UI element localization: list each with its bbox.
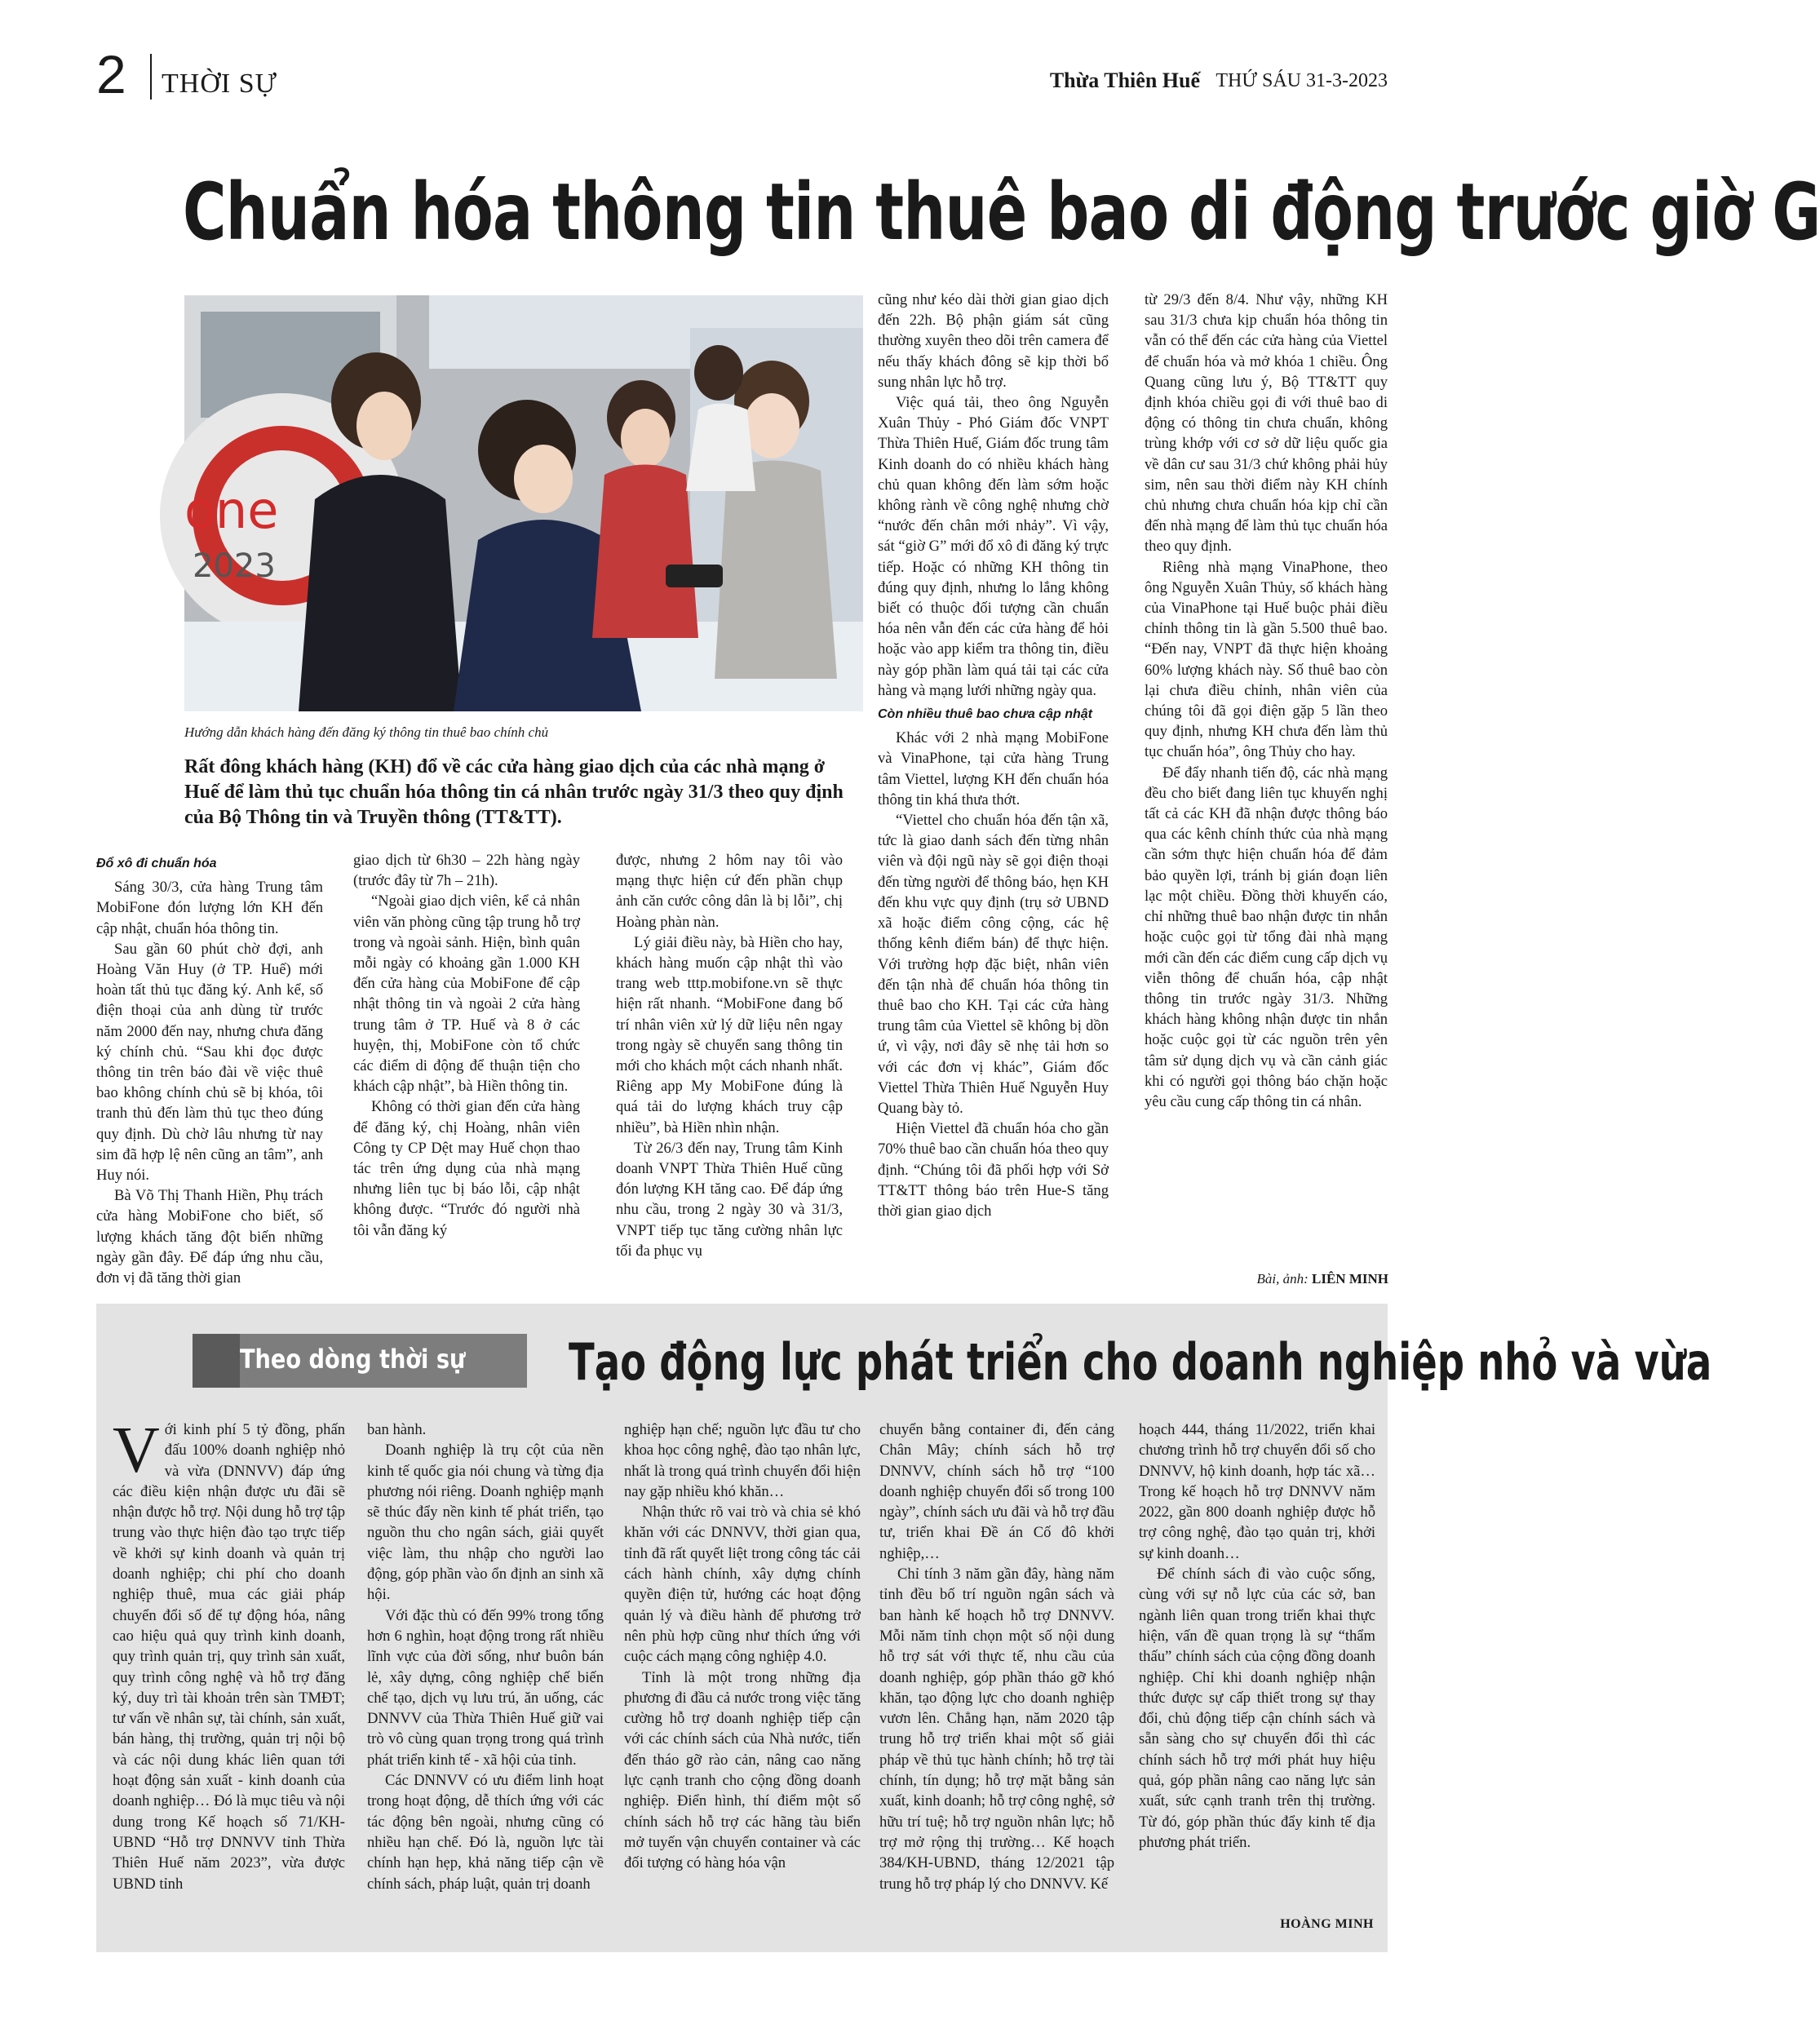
paragraph: Chỉ tính 3 năm gần đây, hàng năm tỉnh đều bố trí nguồn ngân sách và ban hành kế hoạch hỗ trợ DNNVV. Mỗi năm tỉnh chọn một số nội dung hỗ trợ sát với thực tế, nhu cầu của doanh nghiệp, góp phần tháo gỡ khó khăn, tạo động lực cho doanh nghiệp vươn lên. Chẳng hạn, năm 2020 tập trung hỗ trợ triển khai một số giải pháp về thủ tục hành chính; hỗ trợ tài chính, tín dụng; hỗ trợ mặt bằng sản xuất, kinh doanh; hỗ trợ công nghệ, sở hữu trí tuệ; hỗ trợ nguồn nhân lực; hỗ trợ mở rộng thị trường… Kế hoạch 384/KH-UBND, tháng 12/2021 tập trung hỗ trợ pháp lý cho DNNVV. Kế [879, 1566, 1114, 1893]
subhead: Đổ xô đi chuẩn hóa [96, 857, 217, 870]
paragraph: Sau gần 60 phút chờ đợi, anh Hoàng Văn Huy (ở TP. Huế) mới hoàn tất thủ tục đăng ký. Anh kể, số điện thoại của anh dùng từ trước năm 2000 đến nay, nhưng chưa đăng ký chính chủ. “Sau khi đọc được thông tin trên báo đài về việc thuê bao không chính chủ sẽ bị khóa, tôi tranh thủ đến làm thủ tục theo đúng quy định. Dù chờ lâu nhưng từ nay sim đã hợp lệ nên cũng an tâm”, anh Huy nói. [96, 940, 323, 1185]
paragraph: Sáng 30/3, cửa hàng Trung tâm MobiFone đón lượng lớn KH đến cập nhật, chuẩn hóa thông tin. [96, 879, 323, 937]
photo-sign-year: 2023 [193, 547, 276, 585]
article-column-5 [1145, 290, 1388, 1264]
subhead: Còn nhiều thuê bao chưa cập nhật [878, 707, 1092, 722]
opinion-column-2 [367, 1419, 604, 1917]
article-photo [184, 295, 863, 711]
paragraph: Riêng nhà mạng VinaPhone, theo ông Nguyễn Xuân Thủy, số khách hàng của VinaPhone tại Huế buộc phải điều chỉnh thông tin là gần 5.500 thuê bao. “Đến nay, VNPT đã thực hiện khoảng 60% lượng khách này. Số thuê bao còn lại chưa điều chỉnh, nhân viên của chúng tôi đã gọi điện gặp 5 lần theo quy định, nhưng KH chưa đến làm thủ tục chuẩn hóa”, ông Thủy cho hay. [1145, 558, 1388, 761]
opinion-column-4 [879, 1419, 1114, 1925]
section-name: THỜI SỰ [162, 69, 277, 99]
paragraph: Việc quá tải, theo ông Nguyễn Xuân Thủy - Phó Giám đốc VNPT Thừa Thiên Huế, Giám đốc trung tâm Kinh doanh do có nhiều khách hàng chủ quan không đến làm sớm hoặc không rành về công nghệ nhưng chờ “nước đến chân mới nhảy”. Vì vậy, sát “giờ G” mới đổ xô đi đăng ký trực tiếp. Hoặc có những KH thông tin đúng quy định, nhưng lo lắng không biết có thuộc đối tượng cần chuẩn hóa nên vẫn đến các cửa hàng để hỏi hoặc vào app kiểm tra thông tin, điều này góp phần làm quá tải tại các cửa hàng và mạng lưới những ngày qua. [878, 394, 1109, 699]
paragraph: nghiệp hạn chế; nguồn lực đầu tư cho khoa học công nghệ, đào tạo nhân lực, nhất là trong quá trình chuyển đổi hiện nay gặp nhiều khó khăn… [624, 1421, 861, 1500]
article-lead: Rất đông khách hàng (KH) đổ về các cửa hàng giao dịch của các nhà mạng ở Huế để làm thủ tục chuẩn hóa thông tin cá nhân trước ngày 31/3 theo quy định của Bộ Thông tin và Truyền thông (TT&TT). [184, 756, 844, 829]
paragraph: Bà Võ Thị Thanh Hiền, Phụ trách cửa hàng MobiFone cho biết, số lượng khách tăng đột biến những ngày gần đây. Để đáp ứng nhu cầu, đơn vị đã tăng thời gian [96, 1187, 323, 1287]
paragraph: “Ngoài giao dịch viên, kể cả nhân viên văn phòng cũng tập trung hỗ trợ trong và ngoài sảnh. Hiện, bình quân mỗi ngày có khoảng gần 1.000 KH đến cửa hàng của MobiFone để cập nhật thông tin và ngoài 2 cửa hàng trung tâm ở TP. Huế và 8 ở các huyện, thị, MobiFone còn tổ chức các điểm di động để thuận tiện cho khách cập nhật”, bà Hiền thông tin. [353, 892, 580, 1096]
paragraph: ới kinh phí 5 tỷ đồng, phấn đấu 100% doanh nghiệp nhỏ và vừa (DNNVV) đáp ứng các điều kiện nhận được ưu đãi sẽ nhận được hỗ trợ. Nội dung hỗ trợ tập trung vào thực hiện đào tạo trực tiếp về khởi sự kinh doanh và quản trị doanh nghiệp; chi phí cho doanh nghiệp thuê, mua các giải pháp chuyển đổi số để tự động hóa, nâng cao hiệu quả quy trình kinh doanh, quy trình quản trị, quy trình sản xuất, quy trình công nghệ và hỗ trợ đăng ký, duy trì tài khoản trên sàn TMĐT; tư vấn về nhân sự, tài chính, sản xuất, bán hàng, thị trường, quản trị nội bộ và các nội dung khác liên quan tới hoạt động sản xuất - kinh doanh của doanh nghiệp… Đó là mục tiêu và nội dung trong Kế hoạch số 71/KH-UBND “Hỗ trợ DNNVV tỉnh Thừa Thiên Huế năm 2023”, vừa được UBND tỉnh [113, 1421, 345, 1893]
paragraph: Để chính sách đi vào cuộc sống, cùng với sự nỗ lực của các sở, ban ngành liên quan trong triển khai thực hiện, vấn đề quan trọng là sự “thẩm thấu” chính sách của cộng đồng doanh nghiệp. Chỉ khi doanh nghiệp nhận thức được sự cấp thiết trong sự thay đổi, chủ động tiếp cận chính sách và sẵn sàng cho sự chuyển đổi thì các chính sách hỗ trợ mới phát huy hiệu quả, góp phần nâng cao năng lực sản xuất, sức cạnh tranh trên thị trường. Từ đó, góp phần thúc đẩy kinh tế địa phương phát triển. [1139, 1566, 1375, 1851]
page-header [96, 44, 1388, 104]
paragraph: ban hành. [367, 1421, 427, 1438]
article-column-4 [878, 290, 1109, 1285]
header-divider [150, 54, 152, 100]
paragraph: giao dịch từ 6h30 – 22h hàng ngày (trước đây từ 7h – 21h). [353, 852, 580, 890]
opinion-column-5 [1139, 1419, 1375, 1909]
paragraph: Các DNNVV có ưu điểm linh hoạt trong hoạt động, dễ thích ứng với các tác động bên ngoài, nhưng cũng có nhiều hạn chế. Đó là, nguồn lực tài chính hạn hẹp, khả năng tiếp cận về chính sách, pháp luật, quản trị doanh [367, 1772, 604, 1893]
publication-date: THỨ SÁU 31-3-2023 [1216, 70, 1388, 91]
article-headline: Chuẩn hóa thông tin thuê bao di động trước giờ G [183, 166, 1820, 258]
kicker-text: Theo dòng thời sự [240, 1344, 466, 1375]
opinion-column-3 [624, 1419, 861, 1917]
opinion-headline: Tạo động lực phát triển cho doanh nghiệp nhỏ và vừa [569, 1332, 1712, 1392]
photo-illustration [184, 295, 863, 711]
photo-sign-text: one [184, 481, 279, 540]
paragraph: Hiện Viettel đã chuẩn hóa cho gần 70% thuê bao cần chuẩn hóa theo quy định. “Chúng tôi đã phối hợp với Sở TT&TT thông báo trên Hue-S tăng thời gian giao dịch [878, 1120, 1109, 1220]
paragraph: Nhận thức rõ vai trò và chia sẻ khó khăn với các DNNVV, thời gian qua, tỉnh đã rất quyết liệt trong công tác cải cách hành chính, xây dựng chính quyền điện tử, hướng các hoạt động quản lý và điều hành để phương trở nên phù hợp cũng như thích ứng với cuộc cách mạng công nghiệp 4.0. [624, 1504, 861, 1666]
paragraph: Lý giải điều này, bà Hiền cho hay, khách hàng muốn cập nhật thì vào trang web tttp.mobifone.vn sẽ thực hiện rất nhanh. “MobiFone đang bố trí nhân viên xử lý dữ liệu nên ngay trong ngày sẽ chuyển sang thông tin mới cho khách một cách nhanh nhất. Riêng app My MobiFone đúng là quá tải do lượng khách truy cập nhiều”, bà Hiền nhìn nhận. [616, 933, 843, 1136]
kicker-stripe [193, 1334, 240, 1388]
paragraph: Với đặc thù có đến 99% trong tổng hơn 6 nghìn, hoạt động trong rất nhiều lĩnh vực của đời sống, như buôn bán lẻ, xây dựng, công nghiệp chế biến chế tạo, dịch vụ lưu trú, ăn uống, các DNNVV của Thừa Thiên Huế giữ vai trò vô cùng quan trọng trong quá trình phát triển kinh tế - xã hội của tỉnh. [367, 1606, 604, 1769]
paragraph: “Viettel cho chuẩn hóa đến tận xã, tức là giao danh sách đến từng nhân viên và đội ngũ này sẽ gọi điện thoại đến từng người để thông báo, hẹn KH đến khu vực quy định (trụ sở UBND xã hoặc điểm công cộng, các hệ thống kênh điểm bán) để thực hiện. Với trường hợp đặc biệt, nhân viên đến tận nhà để chuẩn hóa thông tin thuê bao cho KH. Tại các cửa hàng trung tâm của Viettel sẽ không bị dồn ứ, vì vậy, nơi đây sẽ nhẹ tải hơn so với các đơn vị khác”, Giám đốc Viettel Thừa Thiên Huế Nguyễn Huy Quang bày tỏ. [878, 812, 1109, 1117]
paragraph: Khác với 2 nhà mạng MobiFone và VinaPhone, tại cửa hàng Trung tâm Viettel, lượng KH đến chuẩn hóa thông tin khá thưa thớt. [878, 729, 1109, 808]
paragraph: Tỉnh là một trong những địa phương đi đầu cả nước trong việc tăng cường hỗ trợ doanh nghiệp tiếp cận với các chính sách của Nhà nước, tiến đến tháo gỡ rào cản, nâng cao năng lực cạnh tranh cho cộng đồng doanh nghiệp. Điển hình, thí điểm một số chính sách hỗ trợ các hãng tàu biển mở tuyến vận chuyển container và các đối tượng có hàng hóa vận [624, 1668, 861, 1872]
publication-name: Thừa Thiên Huế [1049, 69, 1200, 92]
paragraph: Để đẩy nhanh tiến độ, các nhà mạng đều cho biết đang liên tục khuyến nghị tất cả các KH đã nhận được thông báo qua các kênh chính thức của nhà mạng cần sớm thực hiện chuẩn hóa để đảm bảo quyền lợi, tránh bị gián đoạn liên lạc một chiều. Đồng thời khuyến cáo, chỉ những thuê bao nhận được tin nhắn hoặc cuộc gọi từ tổng đài nhà mạng mới cần đến các điểm cung cấp dịch vụ viễn thông để chuẩn hóa, cập nhật thông tin trước ngày 31/3. Những khách hàng không nhận được tin nhắn hoặc cuộc gọi từ các nguồn trên yên tâm sử dụng dịch vụ và cần cảnh giác khi có người gọi thông báo chặn hoặc yêu cầu cung cấp thông tin cá nhân. [1145, 764, 1388, 1110]
paragraph: được, nhưng 2 hôm nay tôi vào mạng thực hiện cứ đến phần chụp ảnh căn cước công dân là bị lỗi”, chị Hoàng phàn nàn. [616, 852, 843, 931]
paragraph: từ 29/3 đến 8/4. Như vậy, những KH sau 31/3 chưa kịp chuẩn hóa thông tin vẫn có thể đến các cửa hàng của Viettel để chuẩn hóa và mở khóa 1 chiều. Ông Quang cũng lưu ý, Bộ TT&TT quy định khóa chiều gọi đi với thuê bao di động có thông tin chưa chuẩn, không trùng khớp với cơ sở dữ liệu quốc gia về dân cư sau 31/3 chứ không phải hủy sim, nên sau thời điểm này KH chính chủ nhưng chưa chuẩn hóa kịp chỉ cần đến nhà mạng để làm thủ tục chuẩn hóa theo quy định. [1145, 291, 1388, 556]
opinion-byline: HOÀNG MINH [1280, 1917, 1374, 1931]
paragraph: Doanh nghiệp là trụ cột của nền kinh tế quốc gia nói chung và từng địa phương nói riêng. Doanh nghiệp mạnh sẽ thúc đẩy nền kinh tế phát triển, tạo nguồn thu cho ngân sách, giải quyết việc làm, thu nhập cho người lao động, góp phần vào ổn định an sinh xã hội. [367, 1442, 604, 1604]
paragraph: Từ 26/3 đến nay, Trung tâm Kinh doanh VNPT Thừa Thiên Huế cũng đón lượng KH tăng cao. Để đáp ứng nhu cầu, trong 2 ngày 30 và 31/3, VNPT tiếp tục tăng cường nhân lực tối đa phục vụ [616, 1139, 843, 1260]
article-column-1 [96, 850, 323, 1287]
article-column-3 [616, 850, 843, 1282]
paragraph: Không có thời gian đến cửa hàng để đăng ký, chị Hoàng, nhân viên Công ty CP Dệt may Huế chọn thao tác trên ứng dụng của nhà mạng nhưng liên tục bị báo lỗi, cập nhật không được. “Trước đó người nhà tôi vẫn đăng ký [353, 1098, 580, 1239]
dropcap: V [113, 1415, 160, 1486]
photo-caption: Hướng dẫn khách hàng đến đăng ký thông tin thuê bao chính chủ [184, 724, 549, 740]
article-byline [1256, 1271, 1388, 1287]
paragraph: chuyển bằng container đi, đến cảng Chân Mây; chính sách hỗ trợ DNNVV, chính sách hỗ trợ “100 doanh nghiệp chuyển đổi số trong 100 ngày”, chính sách ưu đãi và hỗ trợ đầu tư, triển khai Đề án Cố đô khởi nghiệp,… [879, 1421, 1114, 1562]
byline-prefix: Bài, ảnh: [1256, 1271, 1309, 1287]
page-number: 2 [96, 44, 126, 104]
paragraph: cũng như kéo dài thời gian giao dịch đến 22h. Bộ phận giám sát cũng thường xuyên theo dõi trên camera để nếu thấy khách đông sẽ kịp thời bổ sung nhân lực hỗ trợ. [878, 291, 1109, 391]
byline-author: LIÊN MINH [1312, 1271, 1388, 1287]
paragraph: hoạch 444, tháng 11/2022, triển khai chương trình hỗ trợ chuyển đổi số cho DNNVV, hộ kinh doanh, hợp tác xã… Trong kế hoạch hỗ trợ DNNVV năm 2022, gần 800 doanh nghiệp được hỗ trợ công nghệ, đào tạo quản trị, khởi sự kinh doanh… [1139, 1421, 1375, 1562]
opinion-column-1 [113, 1415, 345, 1917]
kicker-label [193, 1334, 527, 1388]
article-column-2 [353, 850, 580, 1258]
